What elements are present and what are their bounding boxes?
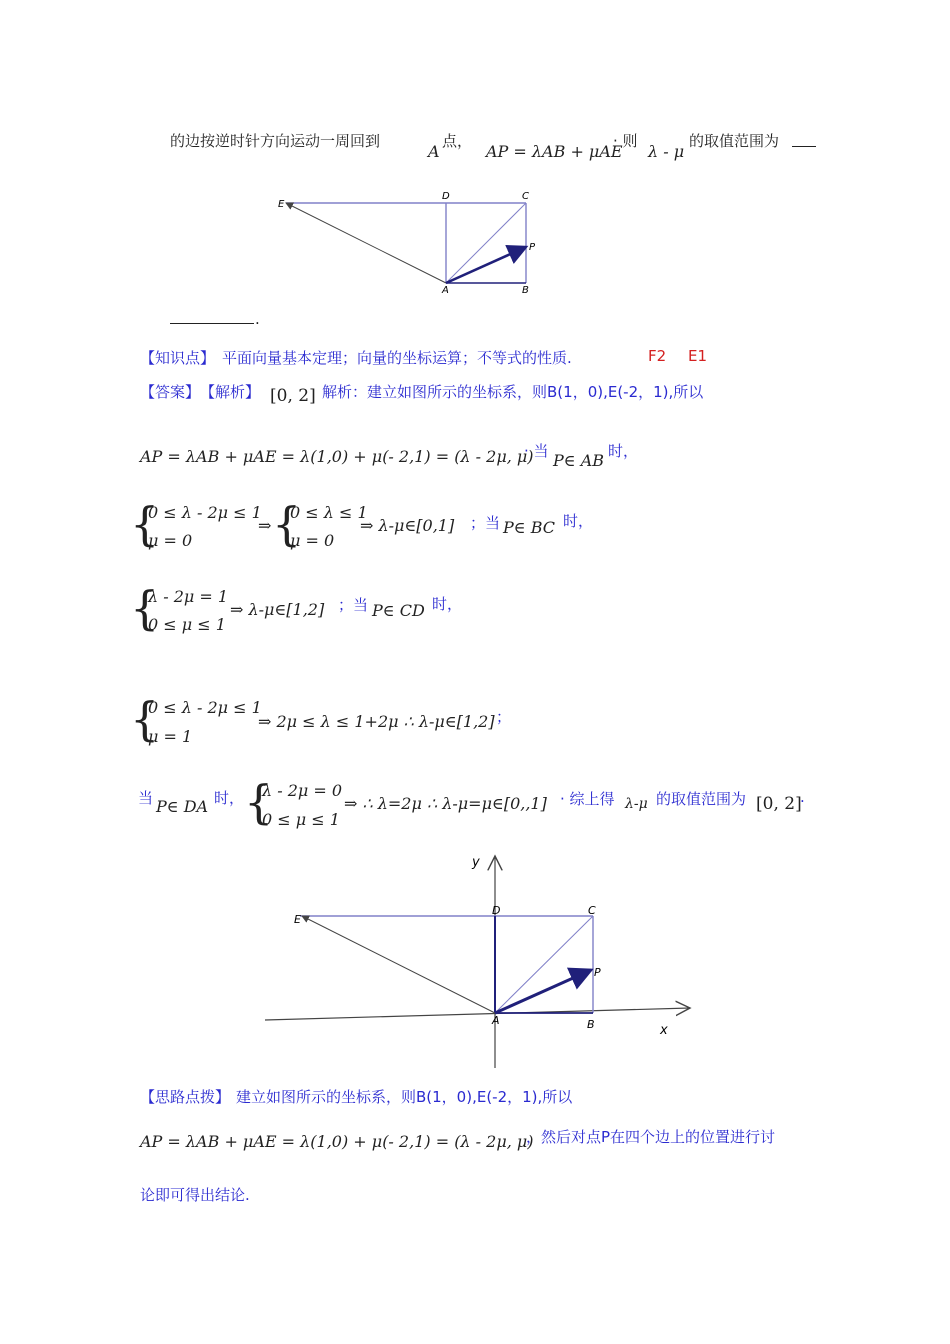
x-axis [265,1008,690,1020]
p-in-cd: P∈ CD [372,601,425,620]
label-a: A [492,1014,500,1027]
vector-ap [446,247,526,283]
s2-row1: λ - 2μ = 1 [148,587,229,606]
vector-ae [286,203,446,283]
conclude-period: . [800,788,805,806]
figure-coordinate-diagram [260,848,700,1073]
then-text: · 则 [613,132,638,150]
when-text-4: 当 [138,789,154,807]
lambda-minus-mu: λ - μ [648,142,685,161]
label-d: D [492,904,501,917]
knowledge-text: 平面向量基本定理；向量的坐标运算；不等式的性质. [222,349,572,367]
answer-label: 【答案】 [140,383,201,401]
semicolon-3: ； [496,708,512,726]
s3-result: ⇒ 2μ ≤ λ ≤ 1+2μ ∴ λ-μ∈[1,2] [258,712,495,731]
when-text-3: ；当 [338,596,369,614]
range-question: 的取值范围为 [689,132,780,150]
s3-row1: 0 ≤ λ - 2μ ≤ 1 [148,698,262,717]
knowledge-label: 【知识点】 [140,349,216,367]
brace-2: { [130,581,160,635]
vector-equation: AP = λAB + μAE [486,142,623,161]
when-text-2: ；当 [470,514,501,532]
hint-text: 建立如图所示的坐标系，则B(1，0),E(-2，1),所以 [236,1088,573,1106]
brace-1b: { [272,497,302,551]
label-c: C [522,191,529,202]
s2-result: ⇒ λ-μ∈[1,2] [230,600,325,619]
knowledge-code-e1: E1 [688,347,708,365]
label-b: B [587,1018,595,1031]
shi-1: 时， [608,442,639,460]
label-p: P [594,966,601,979]
p-in-bc: P∈ BC [503,518,555,537]
brace-4: { [244,775,274,829]
label-y: y [472,855,480,870]
label-c: C [588,904,596,917]
conclude-pre: · 综上得 [560,790,615,808]
s1-mid1: 0 ≤ λ ≤ 1 [290,503,368,522]
p-in-ab: P∈ AB [553,451,605,470]
answer-result: [0, 2] [270,386,316,406]
problem-point-suffix: 点， [442,132,473,150]
vector-ae [302,916,495,1013]
conclude-range: [0, 2] [756,794,802,814]
s3-row2: μ = 1 [148,727,193,746]
label-e: E [294,913,301,926]
hint-equation: AP = λAB + μAE = λ(1,0) + μ(- 2,1) = (λ - 2μ, μ) [140,1132,534,1151]
point-a-label: A [428,142,440,161]
s4-row2: 0 ≤ μ ≤ 1 [262,810,340,829]
conclude-mid: 的取值范围为 [656,790,747,808]
s4-result: ⇒ ∴ λ=2μ ∴ λ-μ=μ∈[0,,1] [344,794,547,813]
hint-continue-2: 论即可得出结论. [140,1186,250,1204]
implies-arrow: ⇒ [258,516,272,535]
s1-mid2: μ = 0 [290,531,335,550]
knowledge-code-f2: F2 [648,347,667,365]
s1-row2: μ = 0 [148,531,193,550]
label-p: P [529,242,536,253]
hint-continue: ，然后对点P在四个边上的位置进行讨 [526,1128,776,1146]
label-d: D [442,191,450,202]
s1-row1: 0 ≤ λ - 2μ ≤ 1 [148,503,262,522]
p-in-da: P∈ DA [156,797,209,816]
label-x: x [660,1023,668,1038]
answer-blank-short [792,146,816,147]
brace-1a: { [130,497,160,551]
vector-ap [495,970,591,1013]
shi-2: 时， [563,512,594,530]
hint-label: 【思路点拨】 [140,1088,231,1106]
label-a: A [442,285,449,296]
analysis-label: 【解析】 [200,383,261,401]
line-ac [446,203,526,283]
s4-row1: λ - 2μ = 0 [262,781,343,800]
label-b: B [522,285,529,296]
when-text-1: · 当 [524,442,549,460]
s1-result: ⇒ λ-μ∈[0,1] [360,516,455,535]
brace-3: { [130,692,160,746]
problem-text-start: 的边按逆时针方向运动一周回到 [170,132,381,150]
shi-4: 时， [214,789,245,807]
answer-blank [170,323,254,324]
label-e: E [278,199,285,210]
line-ac [495,916,593,1013]
shi-3: 时， [432,595,463,613]
main-equation: AP = λAB + μAE = λ(1,0) + μ(- 2,1) = (λ - 2μ, μ) [140,447,534,466]
analysis-text: 解析：建立如图所示的坐标系，则B(1，0),E(-2，1),所以 [322,383,704,401]
s2-row2: 0 ≤ μ ≤ 1 [148,615,226,634]
blank-period: . [255,310,260,328]
conclude-lam-mu: λ-μ [625,796,648,812]
figure-rectangle-diagram [270,185,560,300]
